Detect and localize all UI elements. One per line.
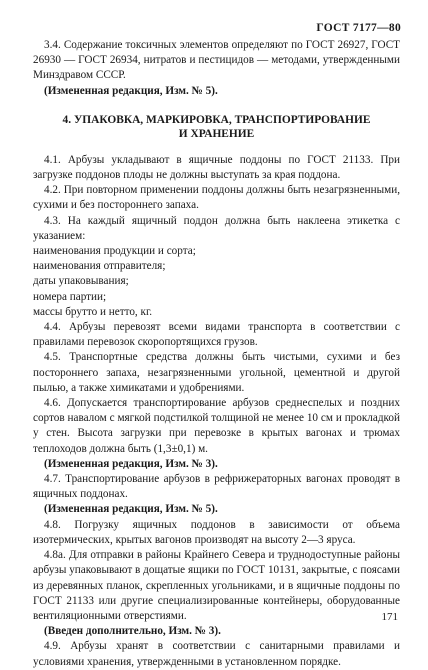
- amendment-note: (Измененная редакция, Изм. № 3).: [44, 457, 218, 470]
- amendment-note: (Измененная редакция, Изм. № 5).: [44, 84, 218, 97]
- document-body: [33, 38, 400, 670]
- section-title-line-2: И ХРАНЕНИЕ: [178, 127, 255, 140]
- page-number: 171: [381, 611, 398, 623]
- section-title: [33, 113, 400, 141]
- section-title-line-1: 4. УПАКОВКА, МАРКИРОВКА, ТРАНСПОРТИРОВАНИЕ: [62, 113, 371, 126]
- paragraph: 4.1. Арбузы укладывают в ящичные поддоны по ГОСТ 21133. При загрузке поддонов плоды не должны выступать за края поддона.: [33, 153, 400, 182]
- amendment-note: (Введен дополнительно, Изм. № 3).: [44, 625, 221, 638]
- section-4-body: [33, 153, 400, 670]
- label-list-item: номера партии;: [33, 290, 107, 303]
- paragraph: 4.9. Арбузы хранят в соответствии с санитарными правилами и условиями хранения, утвержденными в установленном порядке.: [33, 640, 400, 668]
- label-list-item: наименования продукции и сорта;: [33, 245, 196, 258]
- paragraph: 4.5. Транспортные средства должны быть чистыми, сухими и без постороннего запаха, незагрязненными угольной, цементной и другой пылью, а также химикатами и удобрениями.: [33, 351, 400, 394]
- paragraph: 4.8а. Для отправки в районы Крайнего Севера и труднодоступные районы арбузы упаковывают в дощатые ящики по ГОСТ 10131, закрытые, с поясами из деревянных планок, скрепленных угольниками, и в ящичные поддоны по ГОСТ 21133 или другие специализированные контейнеры, оборудованные вентиляционными отверстиями.: [33, 549, 400, 622]
- paragraph: 3.4. Содержание токсичных элементов определяют по ГОСТ 26927, ГОСТ 26930 — ГОСТ 26934, нитратов и пестицидов — методами, утвержденными Минздравом СССР.: [33, 39, 400, 82]
- section-3-tail: [33, 38, 400, 99]
- label-list-item: наименования отправителя;: [33, 260, 166, 273]
- label-list-item: даты упаковывания;: [33, 275, 129, 288]
- paragraph: 4.4. Арбузы перевозят всеми видами транспорта в соответствии с правилами перевозок скоропортящихся грузов.: [33, 321, 400, 349]
- page-header-standard: ГОСТ 7177—80: [316, 22, 401, 34]
- paragraph: 4.2. При повторном применении поддоны должны быть незагрязненными, сухими и без постороннего запаха.: [33, 184, 400, 212]
- paragraph: 4.7. Транспортирование арбузов в рефрижераторных вагонах проводят в ящичных поддонах.: [33, 473, 400, 501]
- label-list-item: массы брутто и нетто, кг.: [33, 305, 153, 318]
- amendment-note: (Измененная редакция, Изм. № 5).: [44, 503, 218, 516]
- paragraph: 4.6. Допускается транспортирование арбузов среднеспелых и поздних сортов навалом с мягкой подстилкой толщиной не менее 10 см и прокладкой у стен. Высота загрузки при перевозке в крытых вагонах и трюмах теплоходов должна быть (1,3±0,1) м.: [33, 397, 400, 455]
- paragraph: 4.3. На каждый ящичный поддон должна быть наклеена этикетка с указанием:: [33, 214, 400, 242]
- paragraph: 4.8. Погрузку ящичных поддонов в зависимости от объема изотермических, крытых вагонов производят на высоту 2—3 яруса.: [33, 518, 400, 546]
